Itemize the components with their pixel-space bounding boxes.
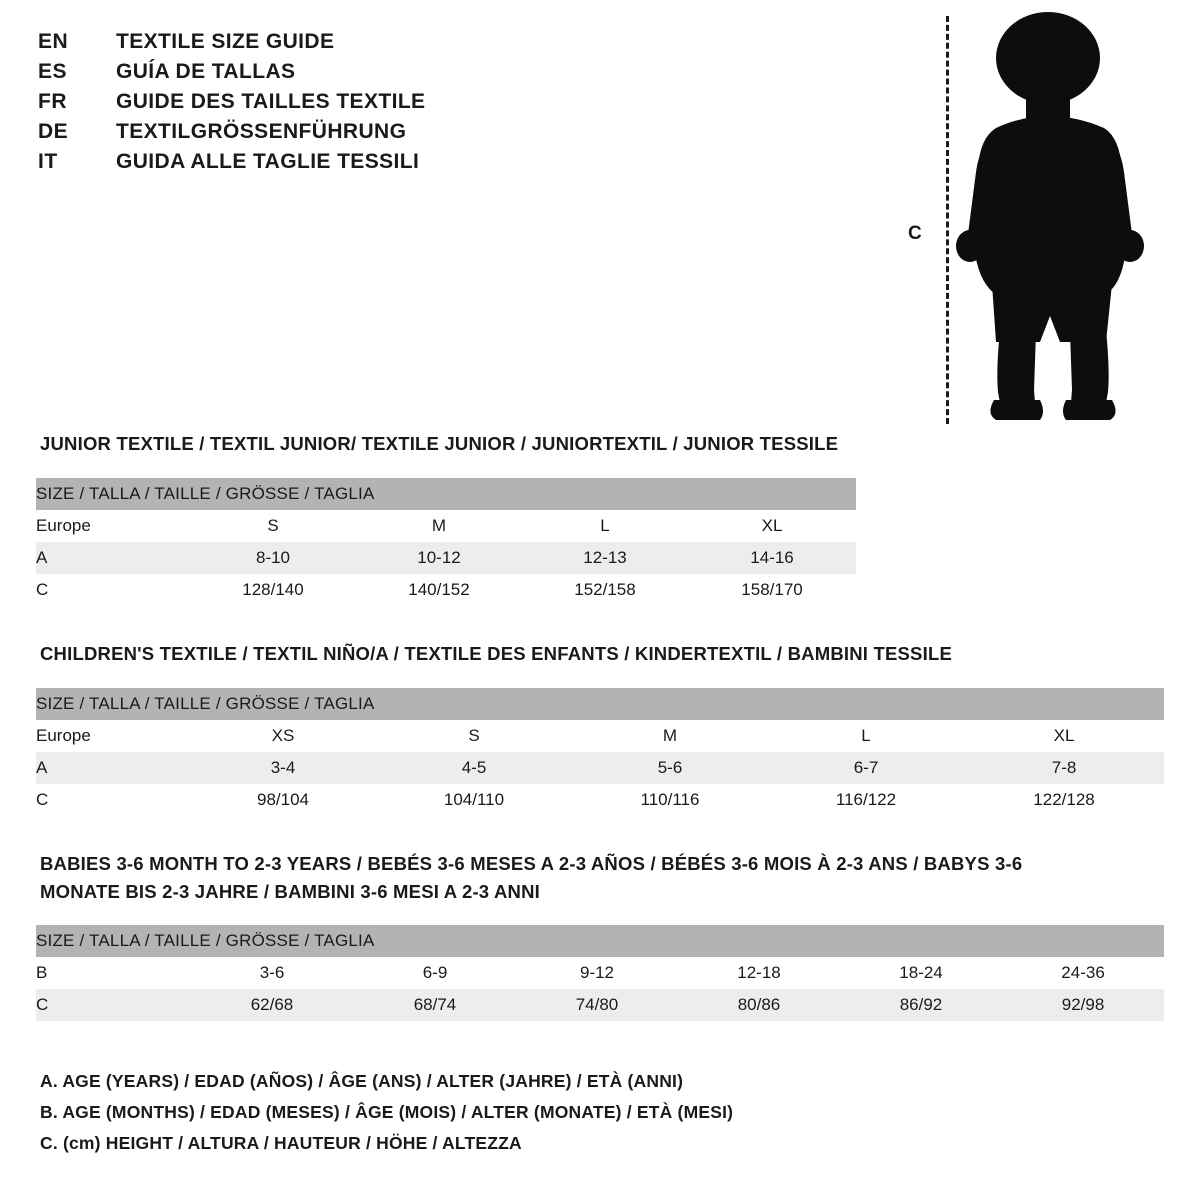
row-value: S <box>376 720 572 752</box>
row-value: 110/116 <box>572 784 768 816</box>
row-value: 7-8 <box>964 752 1164 784</box>
row-label: Europe <box>36 720 190 752</box>
language-title: GUIDA ALLE TAGLIE TESSILI <box>116 150 420 173</box>
language-code: EN <box>38 30 69 53</box>
table-row <box>36 510 856 542</box>
row-value: 104/110 <box>376 784 572 816</box>
language-code: DE <box>38 120 69 143</box>
language-title-list <box>38 30 678 180</box>
footnote-height-cm: C. (cm) HEIGHT / ALTURA / HAUTEUR / HÖHE / ALTEZZA <box>40 1133 522 1153</box>
row-value: L <box>522 510 688 542</box>
row-value: 6-9 <box>354 957 516 989</box>
row-value: S <box>190 510 356 542</box>
table-row <box>36 720 1164 752</box>
table-band-row <box>36 925 1164 957</box>
row-value: XL <box>688 510 856 542</box>
row-value: 4-5 <box>376 752 572 784</box>
row-value: 3-4 <box>190 752 376 784</box>
table-row <box>36 752 1164 784</box>
language-code: ES <box>38 60 68 83</box>
footnote-list <box>40 1066 1040 1159</box>
language-code: FR <box>38 90 67 113</box>
row-label: C <box>36 574 190 606</box>
row-value: 92/98 <box>1002 989 1164 1021</box>
row-label: C <box>36 784 190 816</box>
height-measure-figure <box>900 8 1170 428</box>
row-value: 68/74 <box>354 989 516 1021</box>
language-title: GUÍA DE TALLAS <box>116 60 296 83</box>
row-label: A <box>36 542 190 574</box>
table-band-row <box>36 688 1164 720</box>
table-band-label: SIZE / TALLA / TAILLE / GRÖSSE / TAGLIA <box>36 688 1164 720</box>
row-label: Europe <box>36 510 190 542</box>
language-row <box>38 120 678 150</box>
row-value: XS <box>190 720 376 752</box>
row-value: M <box>356 510 522 542</box>
row-value: 6-7 <box>768 752 964 784</box>
table-row <box>36 784 1164 816</box>
table-children <box>36 688 1164 816</box>
table-babies <box>36 925 1164 1021</box>
table-junior <box>36 478 856 606</box>
row-value: 80/86 <box>678 989 840 1021</box>
language-row <box>38 150 678 180</box>
section-title-children: CHILDREN'S TEXTILE / TEXTIL NIÑO/A / TEXTILE DES ENFANTS / KINDERTEXTIL / BAMBINI TESSILE <box>40 643 952 664</box>
row-label: C <box>36 989 190 1021</box>
language-row <box>38 90 678 120</box>
row-value: 10-12 <box>356 542 522 574</box>
row-value: 8-10 <box>190 542 356 574</box>
language-title: TEXTILE SIZE GUIDE <box>116 30 335 53</box>
footnote-age-months: B. AGE (MONTHS) / EDAD (MESES) / ÂGE (MOIS) / ALTER (MONATE) / ETÀ (MESI) <box>40 1102 734 1122</box>
row-value: 3-6 <box>190 957 354 989</box>
row-value: 12-13 <box>522 542 688 574</box>
row-value: 122/128 <box>964 784 1164 816</box>
table-row <box>36 989 1164 1021</box>
language-code: IT <box>38 150 58 173</box>
row-value: L <box>768 720 964 752</box>
row-value: 62/68 <box>190 989 354 1021</box>
language-title: TEXTILGRÖSSENFÜHRUNG <box>116 120 407 143</box>
row-value: 24-36 <box>1002 957 1164 989</box>
child-silhouette-icon <box>940 8 1170 428</box>
language-title: GUIDE DES TAILLES TEXTILE <box>116 90 426 113</box>
row-label: B <box>36 957 190 989</box>
measure-label-c: C <box>908 223 922 244</box>
row-value: 5-6 <box>572 752 768 784</box>
row-value: 74/80 <box>516 989 678 1021</box>
row-value: 128/140 <box>190 574 356 606</box>
row-value: 18-24 <box>840 957 1002 989</box>
footnote-age-years: A. AGE (YEARS) / EDAD (AÑOS) / ÂGE (ANS) / ALTER (JAHRE) / ETÀ (ANNI) <box>40 1071 684 1091</box>
table-band-label: SIZE / TALLA / TAILLE / GRÖSSE / TAGLIA <box>36 925 1164 957</box>
row-value: 158/170 <box>688 574 856 606</box>
row-value: 9-12 <box>516 957 678 989</box>
row-value: 86/92 <box>840 989 1002 1021</box>
row-value: 12-18 <box>678 957 840 989</box>
section-title-babies: BABIES 3-6 MONTH TO 2-3 YEARS / BEBÉS 3-6 MESES A 2-3 AÑOS / BÉBÉS 3-6 MOIS À 2-3 ANS / BABYS 3-6 MONATE BIS 2-3 JAHRE / BAMBINI 3-6 MESI A 2-3 ANNI <box>40 853 1023 902</box>
table-band-label: SIZE / TALLA / TAILLE / GRÖSSE / TAGLIA <box>36 478 856 510</box>
row-value: 98/104 <box>190 784 376 816</box>
table-row <box>36 574 856 606</box>
table-row <box>36 542 856 574</box>
row-value: 116/122 <box>768 784 964 816</box>
row-value: 152/158 <box>522 574 688 606</box>
language-row <box>38 60 678 90</box>
row-value: 14-16 <box>688 542 856 574</box>
row-label: A <box>36 752 190 784</box>
section-title-junior: JUNIOR TEXTILE / TEXTIL JUNIOR/ TEXTILE JUNIOR / JUNIORTEXTIL / JUNIOR TESSILE <box>40 433 839 454</box>
row-value: 140/152 <box>356 574 522 606</box>
table-row <box>36 957 1164 989</box>
row-value: XL <box>964 720 1164 752</box>
language-row <box>38 30 678 60</box>
row-value: M <box>572 720 768 752</box>
table-band-row <box>36 478 856 510</box>
